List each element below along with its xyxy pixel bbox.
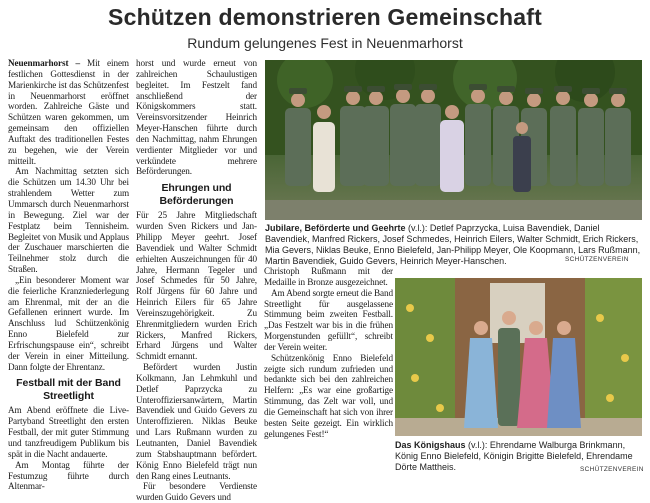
caption-text: (v.l.): Ehrendame Walburga Brinkmann, König Enno Bielefeld, Königin Brigitte Bielefeld, Ehrendame Dörte Mattheis. <box>395 440 633 472</box>
group-photo-illustration <box>265 60 642 220</box>
paragraph: Am Abend sorgte erneut die Band Streetlight für ausgelassene Stimmung beim zweiten Festball. „Das Festzelt war bis in die frühen Morgenstunden gefüllt“, schreibt der Verein weiter. <box>264 287 394 352</box>
paragraph: „Ein besonderer Moment war die feierliche Kranzniederlegung am Ehrenmal, mit der an die Gefallenen erinnert wurde. Im Anschluss lud Schützenkönig Enno Bielefeld zur Erfrischungspause ein“, schreibt der Verein in einer Mitteilung. Dann folgte der Ehrentanz. <box>8 274 129 372</box>
paragraph: horst und wurde erneut von zahlreichen Schaulustigen begleitet. Im Festzelt fand anschließend der Königskommers statt. Vereinsvorsitzender Heinrich Meyer-Hanschen führte durch den Nachmittag, nahm Ehrungen verdienter Mitglieder vor und verkündete mehrere Beförderungen. <box>136 58 257 177</box>
headline: Schützen demonstrieren Gemeinschaft <box>108 4 542 30</box>
royal-household-photo <box>395 278 642 436</box>
paragraph: Am Montag führte der Festumzug führte durch Altenmar- <box>8 459 129 492</box>
paragraph-text: Mit einem festlichen Gottesdienst in der Marienkirche ist das Schützenfest in Neuenmarhorst eröffnet worden. Zahlreiche Gäste und Schützen waren gekommen, um gemeinsam den offiziellen Auftakt des traditionellen Festes zu begehen, wie der Verein mitteilt. <box>8 58 129 166</box>
paragraph: Befördert wurden Justin Kolkmann, Jan Lehmkuhl und Detlef Paprzycka zu Unteroffiziersanwärtern, Martin Bavendiek und Guido Gevers zu Unteroffizieren. Niklas Beuke und Lars Rußmann wurden zu Leutnanten, Daniel Bavendiek zum Stabshauptmann befördert. König Enno Bielefeld trägt nun den Rang eines Leutnants. <box>136 362 257 481</box>
photo-credit: SCHÜTZENVEREIN <box>580 466 644 473</box>
dateline: Neuenmarhorst – <box>8 58 80 68</box>
paragraph: Christoph Rußmann mit der Medaille in Bronze ausgezeichnet. <box>264 266 393 287</box>
group-photo <box>265 60 642 220</box>
article-column-3 <box>264 266 393 440</box>
paragraph: Am Nachmittag setzten sich die Schützen um 14.30 Uhr bei strahlendem Wetter zum Ummarsch durch Neuenmarhorst in Bewegung. Ziel war der Festplatz beim Tennisheim. Begleitet von Musik und Applaus der Zuschauer marschierten die Teilnehmer stolz durch die Straßen. <box>8 166 129 275</box>
photo-credit: SCHÜTZENVEREIN <box>565 256 629 263</box>
paragraph: Für besondere Verdienste wurden Guido Gevers und <box>136 481 257 503</box>
article-column-1 <box>8 58 129 492</box>
section-heading: Ehrungen und Beförderungen <box>159 182 234 207</box>
section-heading: Festball mit der Band Streetlight <box>16 377 121 402</box>
caption-text: (v.l.): Detlef Paprzycka, Luisa Bavendiek, Daniel Bavendiek, Manfred Rickers, Josef Schmedes, Heinrich Eilers, Walter Schmidt, Erich Rickers, Mia Gevers, Niklas Beuke, Enno Bielefeld, Jan-Philipp Meyer, Ole Koopmann, Lars Rußmann, Martin Bavendiek, Guido Gevers, Heinrich Meyer-Hanschen. <box>265 223 641 266</box>
caption-title: Das Königshaus <box>395 440 466 450</box>
caption-title: Jubilare, Beförderte und Geehrte <box>265 223 406 233</box>
paragraph: Am Abend eröffnete die Live-Partyband Streetlight den ersten Festball, der mit guter Stimmung und tanzfreudigem Publikum bis spät in die Nacht andauerte. <box>8 405 129 459</box>
paragraph: Für 25 Jahre Mitgliedschaft wurden Sven Rickers und Jan-Philipp Meyer geehrt. Josef Bavendiek und Walter Schmidt erhielten Auszeichnungen für 40 Jahre, Hermann Tegeler und Josef Schmedes für 50 Jahre, Rolf Jürgens für 60 Jahre und Heinrich Eilers für 65 Jahre Vereinszugehörigkeit. Zu Ehrenmitgliedern wurden Erich Rickers, Manfred Rickers, Erhard Jürgens und Walter Schmidt ernannt. <box>136 210 257 362</box>
paragraph <box>8 58 129 166</box>
article-column-2 <box>136 58 257 503</box>
paragraph: Schützenkönig Enno Bielefeld zeigte sich rundum zufrieden und bedankte sich bei den zahlreichen Helfern: „Es war eine großartige Stimmung, das Zelt war voll, und die Gemeinschaft hat sich von ihrer besten Seite gezeigt. Ein wirklich gelungenes Fest!“ <box>264 352 393 439</box>
subheadline: Rundum gelungenes Fest in Neuenmarhorst <box>187 35 463 51</box>
royal-household-illustration <box>395 278 642 436</box>
